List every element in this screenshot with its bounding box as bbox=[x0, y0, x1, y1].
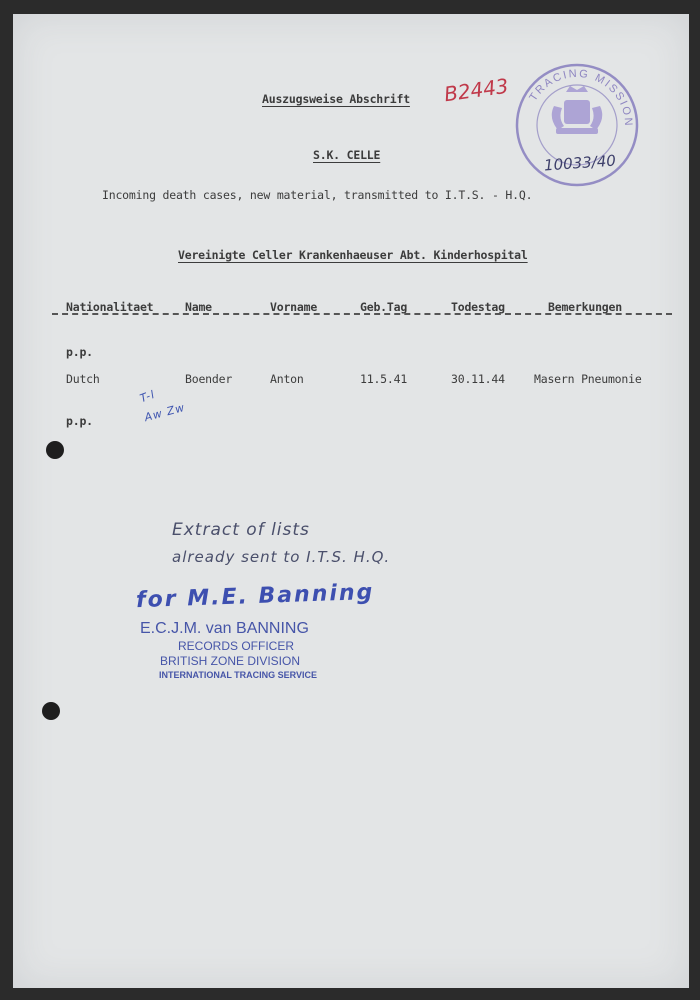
col-bemerkungen: Bemerkungen bbox=[548, 300, 622, 314]
col-geb-tag: Geb.Tag bbox=[360, 300, 408, 314]
cell-death: 30.11.44 bbox=[451, 372, 505, 386]
margin-note-line1: T-l bbox=[138, 387, 157, 406]
red-annotation: B2443 bbox=[442, 73, 510, 107]
margin-note-line2: Aw Zw bbox=[143, 400, 187, 425]
tracing-mission-seal bbox=[514, 62, 640, 188]
header-dashed-rule bbox=[52, 313, 672, 315]
pp-label-top: p.p. bbox=[66, 345, 93, 359]
document-subtitle: Incoming death cases, new material, transmitted to I.T.S. - H.Q. bbox=[102, 188, 533, 202]
cell-birth: 11.5.41 bbox=[360, 372, 408, 386]
punch-hole-top bbox=[46, 441, 64, 459]
officer-stamp bbox=[140, 620, 350, 680]
pp-label-bottom: p.p. bbox=[66, 414, 93, 428]
col-nationalitaet: Nationalitaet bbox=[66, 300, 154, 314]
punch-hole-bottom bbox=[42, 702, 60, 720]
cell-name: Boender bbox=[185, 372, 233, 386]
officer-name: E.C.J.M. van BANNING bbox=[140, 620, 309, 637]
office-heading: S.K. CELLE bbox=[313, 148, 381, 162]
col-name: Name bbox=[185, 300, 212, 314]
document-title: Auszugsweise Abschrift bbox=[262, 92, 410, 106]
officer-division: BRITISH ZONE DIVISION bbox=[160, 654, 301, 668]
seal-ring-text: TRACING MISSION bbox=[527, 67, 635, 128]
officer-role: RECORDS OFFICER bbox=[178, 639, 295, 653]
officer-organization: INTERNATIONAL TRACING SERVICE bbox=[159, 670, 318, 680]
cell-nationality: Dutch bbox=[66, 372, 100, 386]
cell-first-name: Anton bbox=[270, 372, 304, 386]
signature: for M.E. Banning bbox=[135, 579, 375, 614]
cell-remarks: Masern Pneumonie bbox=[534, 372, 642, 386]
handwritten-note-line1: Extract of lists bbox=[172, 520, 310, 540]
col-todestag: Todestag bbox=[451, 300, 505, 314]
col-vorname: Vorname bbox=[270, 300, 318, 314]
seal-number: 10033/40 bbox=[543, 151, 617, 175]
hospital-heading: Vereinigte Celler Krankenhaeuser Abt. Kinderhospital bbox=[178, 248, 528, 262]
handwritten-note-line2: already sent to I.T.S. H.Q. bbox=[172, 548, 391, 566]
